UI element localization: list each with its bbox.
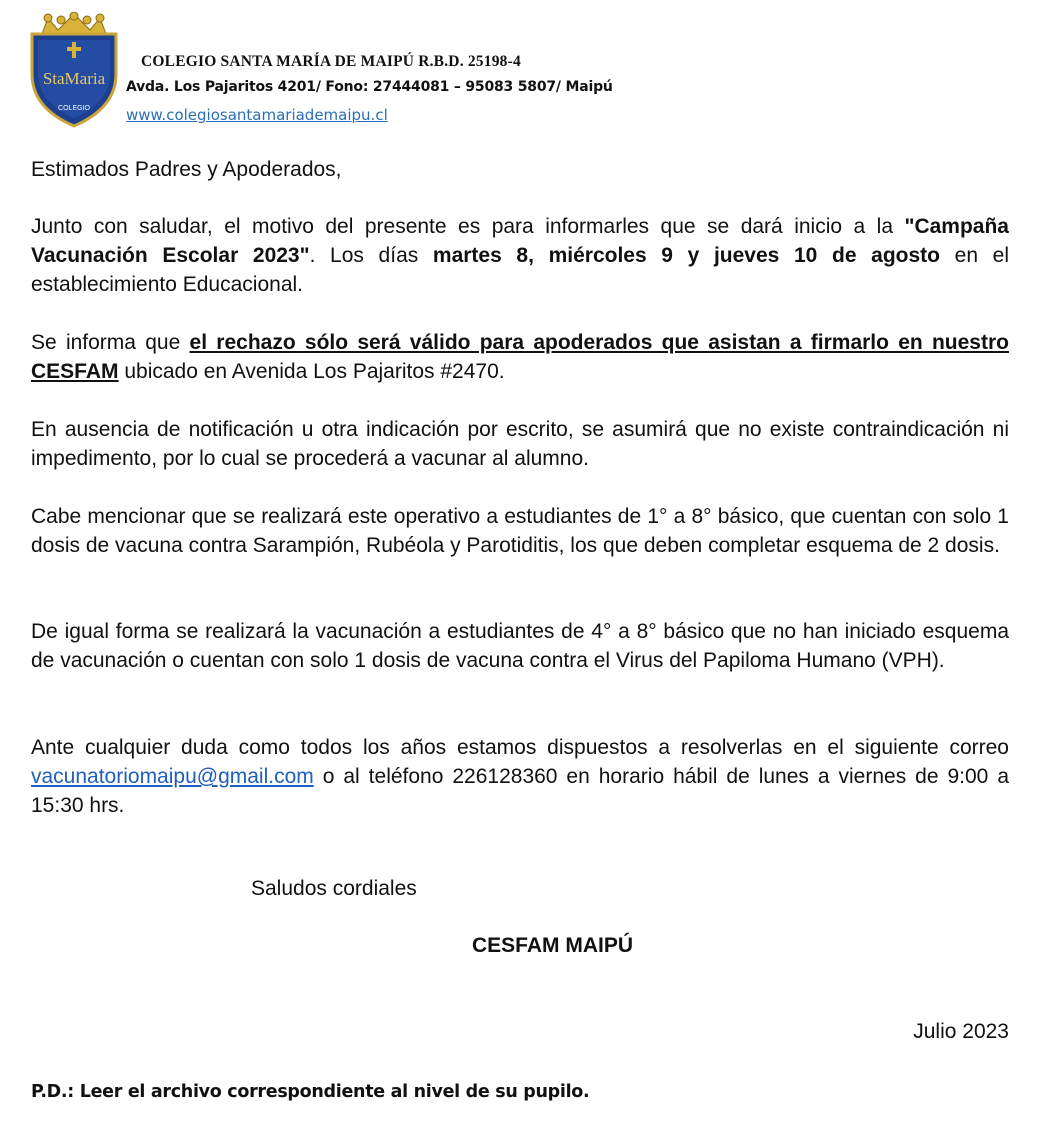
rejection-emphasis: el rechazo sólo será válido para apoderados que asistan a firmarlo en nuestro CESFAM: [31, 331, 1009, 383]
contact-email-link[interactable]: vacunatoriomaipu@gmail.com: [31, 765, 314, 788]
letter-date: Julio 2023: [913, 1020, 1009, 1043]
paragraph-rejection: [31, 328, 1009, 386]
paragraph-notification: En ausencia de notificación u otra indicación por escrito, se asumirá que no existe contraindicación ni impedimento, por lo cual se procederá a vacunar al alumno.: [31, 418, 1009, 470]
letter-body: [31, 155, 1010, 817]
signature: CESFAM MAIPÚ: [472, 934, 634, 957]
campaign-name: "Campaña Vacunación Escolar 2023": [31, 215, 1009, 267]
text: en el establecimiento Educacional.: [31, 244, 1010, 296]
postscript: P.D.: Leer el archivo correspondiente al nivel de su pupilo.: [31, 1082, 590, 1102]
greeting: Estimados Padres y Apoderados,: [31, 158, 342, 181]
school-website-link[interactable]: www.colegiosantamariademaipu.cl: [126, 106, 388, 124]
campaign-dates: martes 8, miércoles 9 y jueves 10 de agosto: [432, 244, 940, 267]
text: Ante cualquier duda como todos los años estamos dispuestos a resolverlas en el siguiente correo: [31, 736, 1009, 759]
paragraph-vph-vaccine: De igual forma se realizará la vacunación a estudiantes de 4° a 8° básico que no han iniciado esquema de vacunación o cuentan con solo 1 dosis de vacuna contra el Virus del Papiloma Humano (VPH).: [31, 620, 1009, 672]
school-name: COLEGIO SANTA MARÍA DE MAIPÚ R.B.D. 25198-4: [141, 53, 521, 70]
logo-subtext: COLEGIO: [58, 105, 90, 112]
paragraph-srp-vaccine: Cabe mencionar que se realizará este operativo a estudiantes de 1° a 8° básico, que cuentan con solo 1 dosis de vacuna contra Sarampión, Rubéola y Parotiditis, los que deben completar esquema de 2 dosis.: [31, 505, 1009, 557]
text: o al teléfono 226128360 en horario hábil de lunes a viernes de 9:00 a 15:30 hrs.: [31, 765, 1009, 817]
letterhead: [28, 12, 1028, 130]
paragraph-contact: [31, 733, 1009, 820]
text: Se informa que: [31, 331, 190, 354]
paragraph-campaign: [31, 212, 1009, 299]
school-address: Avda. Los Pajaritos 4201/ Fono: 27444081 – 95083 5807/ Maipú: [126, 79, 613, 95]
logo-text: StaMaria: [42, 69, 106, 88]
text: . Los días: [309, 244, 433, 267]
text: ubicado en Avenida Los Pajaritos #2470.: [118, 360, 505, 383]
school-crest-logo: [28, 12, 120, 128]
text: Junto con saludar, el motivo del presente es para informarles que se dará inicio a la: [31, 215, 905, 238]
closing: Saludos cordiales: [251, 877, 417, 900]
